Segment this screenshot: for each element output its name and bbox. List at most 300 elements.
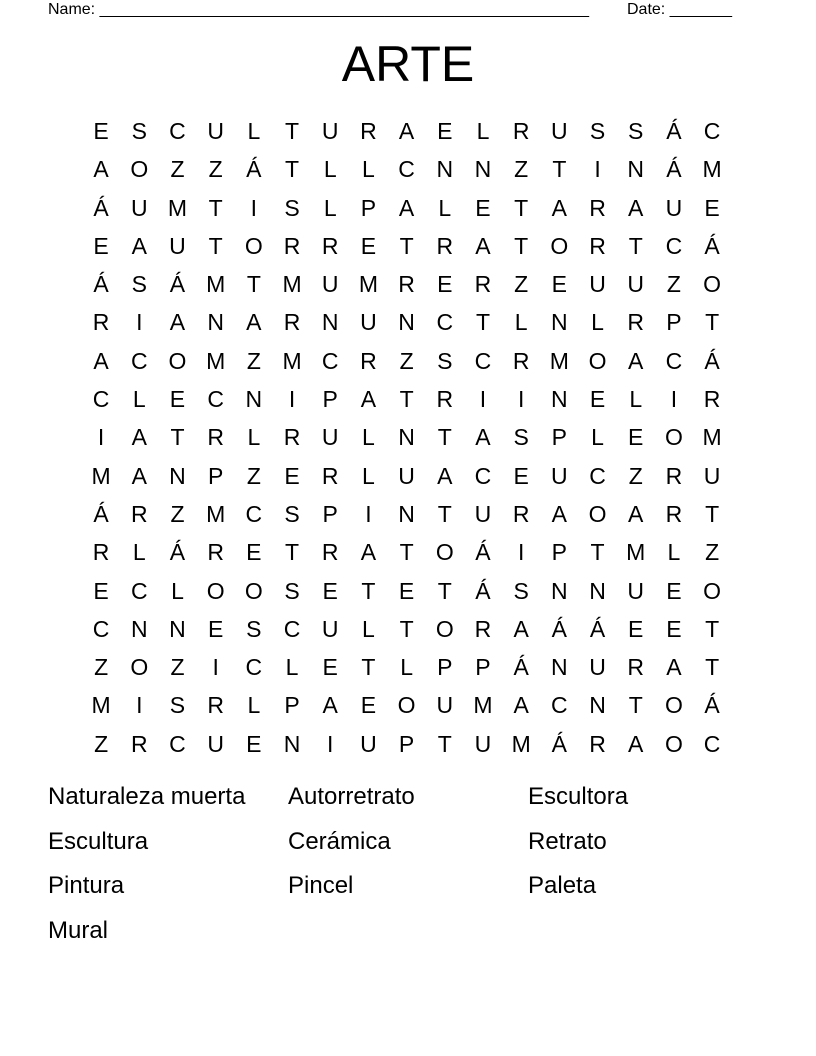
grid-cell[interactable]: Á bbox=[246, 156, 262, 183]
grid-cell[interactable]: E bbox=[246, 730, 262, 757]
grid-cell[interactable]: N bbox=[398, 309, 415, 336]
grid-cell[interactable]: R bbox=[130, 730, 148, 757]
grid-cell[interactable]: Z bbox=[705, 539, 720, 566]
grid-cell[interactable]: L bbox=[247, 692, 261, 719]
name-field[interactable]: Name: _______________________________________________________ bbox=[48, 1, 589, 18]
grid-cell[interactable]: O bbox=[588, 347, 607, 374]
grid-cell[interactable]: T bbox=[514, 232, 529, 259]
grid-cell[interactable]: A bbox=[475, 424, 491, 451]
grid-cell[interactable]: Á bbox=[475, 539, 491, 566]
grid-cell[interactable]: O bbox=[397, 692, 416, 719]
grid-cell[interactable]: E bbox=[169, 386, 186, 413]
grid-cell[interactable]: O bbox=[130, 654, 149, 681]
grid-cell[interactable]: Á bbox=[513, 654, 529, 681]
grid-cell[interactable]: U bbox=[130, 194, 148, 221]
grid-cell[interactable]: Á bbox=[589, 615, 606, 642]
grid-cell[interactable]: E bbox=[628, 615, 644, 642]
grid-cell[interactable]: T bbox=[285, 539, 300, 566]
grid-cell[interactable]: U bbox=[207, 730, 224, 757]
grid-cell[interactable]: N bbox=[627, 156, 645, 183]
grid-cell[interactable]: O bbox=[664, 730, 683, 757]
grid-cell[interactable]: U bbox=[551, 118, 568, 144]
grid-cell[interactable]: R bbox=[665, 500, 683, 527]
grid-cell[interactable]: S bbox=[284, 194, 300, 221]
grid-cell[interactable]: L bbox=[132, 539, 146, 566]
grid-cell[interactable]: T bbox=[590, 539, 605, 566]
grid-cell[interactable]: C bbox=[703, 730, 721, 757]
grid-cell[interactable]: S bbox=[513, 424, 529, 451]
grid-cell[interactable]: C bbox=[207, 386, 224, 413]
grid-cell[interactable]: T bbox=[514, 194, 529, 221]
grid-cell[interactable]: S bbox=[169, 692, 186, 719]
grid-cell[interactable]: C bbox=[436, 309, 454, 336]
grid-cell[interactable]: N bbox=[283, 730, 301, 757]
grid-cell[interactable]: P bbox=[666, 309, 682, 336]
grid-cell[interactable]: U bbox=[589, 271, 606, 298]
grid-cell[interactable]: T bbox=[285, 156, 300, 183]
grid-cell[interactable]: P bbox=[207, 462, 224, 489]
grid-cell[interactable]: L bbox=[247, 424, 261, 451]
grid-cell[interactable]: I bbox=[517, 539, 525, 566]
grid-cell[interactable]: T bbox=[208, 194, 223, 221]
grid-cell[interactable]: C bbox=[130, 577, 148, 604]
grid-cell[interactable]: E bbox=[551, 271, 568, 298]
grid-cell[interactable]: E bbox=[93, 232, 109, 259]
grid-cell[interactable]: Z bbox=[514, 156, 529, 183]
grid-cell[interactable]: A bbox=[131, 462, 147, 489]
grid-cell[interactable]: S bbox=[589, 118, 606, 144]
grid-cell[interactable]: N bbox=[551, 577, 568, 604]
grid-cell[interactable]: A bbox=[551, 194, 568, 221]
grid-cell[interactable]: T bbox=[705, 654, 720, 681]
grid-cell[interactable]: O bbox=[550, 232, 569, 259]
grid-cell[interactable]: R bbox=[321, 462, 339, 489]
grid-cell[interactable]: Á bbox=[704, 692, 720, 719]
grid-cell[interactable]: I bbox=[250, 194, 258, 221]
grid-cell[interactable]: L bbox=[629, 386, 643, 413]
grid-cell[interactable]: I bbox=[479, 386, 487, 413]
grid-cell[interactable]: T bbox=[399, 615, 414, 642]
grid-cell[interactable]: L bbox=[591, 424, 604, 451]
grid-cell[interactable]: R bbox=[283, 232, 301, 259]
grid-cell[interactable]: S bbox=[437, 347, 453, 374]
grid-cell[interactable]: Á bbox=[93, 194, 109, 221]
grid-cell[interactable]: Z bbox=[170, 500, 185, 527]
grid-cell[interactable]: C bbox=[130, 347, 148, 374]
grid-cell[interactable]: R bbox=[398, 271, 415, 298]
grid-cell[interactable]: N bbox=[551, 309, 568, 336]
grid-cell[interactable]: A bbox=[628, 194, 644, 221]
grid-cell[interactable]: Z bbox=[514, 271, 529, 298]
grid-cell[interactable]: Z bbox=[666, 271, 681, 298]
grid-cell[interactable]: M bbox=[91, 462, 111, 489]
grid-cell[interactable]: M bbox=[206, 347, 226, 374]
grid-cell[interactable]: T bbox=[437, 424, 452, 451]
grid-cell[interactable]: E bbox=[93, 118, 109, 144]
grid-cell[interactable]: R bbox=[512, 347, 530, 374]
grid-cell[interactable]: R bbox=[207, 424, 224, 451]
grid-cell[interactable]: T bbox=[285, 118, 300, 144]
grid-cell[interactable]: N bbox=[169, 615, 186, 642]
grid-cell[interactable]: I bbox=[136, 309, 143, 336]
grid-cell[interactable]: Z bbox=[399, 347, 414, 374]
grid-cell[interactable]: T bbox=[628, 232, 643, 259]
grid-cell[interactable]: U bbox=[589, 654, 606, 681]
grid-cell[interactable]: L bbox=[514, 309, 528, 336]
grid-cell[interactable]: L bbox=[438, 194, 452, 221]
grid-cell[interactable]: O bbox=[588, 500, 607, 527]
grid-cell[interactable]: U bbox=[169, 232, 186, 259]
grid-cell[interactable]: E bbox=[437, 271, 453, 298]
grid-cell[interactable]: N bbox=[398, 424, 415, 451]
grid-cell[interactable]: S bbox=[246, 615, 262, 642]
grid-cell[interactable]: O bbox=[130, 156, 149, 183]
grid-cell[interactable]: R bbox=[512, 500, 530, 527]
grid-cell[interactable]: E bbox=[704, 194, 720, 221]
grid-cell[interactable]: C bbox=[92, 386, 110, 413]
grid-cell[interactable]: S bbox=[131, 271, 147, 298]
grid-cell[interactable]: E bbox=[207, 615, 224, 642]
grid-cell[interactable]: I bbox=[594, 156, 601, 183]
grid-cell[interactable]: T bbox=[437, 500, 452, 527]
grid-cell[interactable]: R bbox=[207, 539, 224, 566]
grid-cell[interactable]: P bbox=[551, 424, 568, 451]
grid-cell[interactable]: U bbox=[360, 730, 377, 757]
grid-cell[interactable]: P bbox=[322, 500, 338, 527]
grid-cell[interactable]: R bbox=[474, 271, 492, 298]
grid-cell[interactable]: Á bbox=[169, 539, 186, 566]
grid-cell[interactable]: R bbox=[92, 539, 110, 566]
grid-cell[interactable]: N bbox=[245, 386, 263, 413]
grid-cell[interactable]: C bbox=[551, 692, 568, 719]
grid-cell[interactable]: P bbox=[551, 539, 568, 566]
grid-cell[interactable]: R bbox=[360, 347, 377, 374]
grid-cell[interactable]: T bbox=[399, 232, 414, 259]
grid-cell[interactable]: C bbox=[245, 654, 263, 681]
grid-cell[interactable]: U bbox=[474, 730, 492, 757]
grid-cell[interactable]: A bbox=[360, 386, 377, 413]
grid-cell[interactable]: N bbox=[130, 615, 148, 642]
grid-cell[interactable]: Á bbox=[666, 156, 682, 183]
grid-cell[interactable]: L bbox=[285, 654, 299, 681]
grid-cell[interactable]: I bbox=[97, 424, 105, 451]
grid-cell[interactable]: C bbox=[703, 118, 721, 144]
grid-cell[interactable]: E bbox=[322, 577, 338, 604]
grid-cell[interactable]: E bbox=[360, 232, 377, 259]
grid-row bbox=[82, 648, 732, 686]
grid-cell[interactable]: O bbox=[435, 615, 454, 642]
grid-cell[interactable]: A bbox=[398, 194, 415, 221]
grid-cell[interactable]: O bbox=[206, 577, 225, 604]
grid-cell[interactable]: A bbox=[169, 309, 186, 336]
grid-cell[interactable]: R bbox=[283, 424, 301, 451]
grid-cell[interactable]: A bbox=[246, 309, 262, 336]
grid-cell[interactable]: E bbox=[666, 577, 682, 604]
grid-cell[interactable]: U bbox=[321, 424, 339, 451]
grid-cell[interactable]: C bbox=[92, 615, 110, 642]
grid-cell[interactable]: T bbox=[475, 309, 490, 336]
grid-cell[interactable]: A bbox=[131, 232, 147, 259]
grid-cell[interactable]: S bbox=[284, 500, 300, 527]
grid-cell[interactable]: C bbox=[283, 615, 301, 642]
grid-cell[interactable]: S bbox=[513, 577, 529, 604]
grid-cell[interactable]: S bbox=[284, 577, 300, 604]
grid-cell[interactable]: R bbox=[474, 615, 492, 642]
grid-cell[interactable]: M bbox=[626, 539, 646, 566]
grid-row bbox=[82, 725, 732, 763]
grid-cell[interactable]: U bbox=[474, 500, 492, 527]
grid-cell[interactable]: N bbox=[169, 462, 186, 489]
grid-cell[interactable]: A bbox=[360, 539, 377, 566]
grid-cell[interactable]: O bbox=[168, 347, 187, 374]
grid-cell[interactable]: Z bbox=[94, 654, 109, 681]
grid-cell[interactable]: R bbox=[512, 118, 530, 144]
grid-cell[interactable]: I bbox=[288, 386, 296, 413]
grid-cell[interactable]: Á bbox=[93, 271, 109, 298]
grid-cell[interactable]: U bbox=[703, 462, 721, 489]
grid-cell[interactable]: Á bbox=[93, 500, 109, 527]
grid-cell[interactable]: C bbox=[665, 232, 683, 259]
grid-cell[interactable]: L bbox=[171, 577, 184, 604]
grid-cell[interactable]: R bbox=[130, 500, 148, 527]
grid-cell[interactable]: O bbox=[664, 692, 683, 719]
grid-cell[interactable]: R bbox=[589, 232, 606, 259]
grid-cell[interactable]: T bbox=[705, 500, 720, 527]
grid-cell[interactable]: C bbox=[245, 500, 263, 527]
grid-cell[interactable]: M bbox=[702, 156, 722, 183]
grid-cell[interactable]: C bbox=[321, 347, 339, 374]
grid-cell[interactable]: R bbox=[627, 654, 645, 681]
grid-cell[interactable]: L bbox=[362, 615, 375, 642]
grid-cell[interactable]: T bbox=[705, 309, 720, 336]
grid-cell[interactable]: P bbox=[360, 194, 377, 221]
grid-cell[interactable]: I bbox=[517, 386, 525, 413]
grid-cell[interactable]: L bbox=[400, 654, 413, 681]
grid-cell[interactable]: E bbox=[398, 577, 415, 604]
grid-cell[interactable]: M bbox=[549, 347, 569, 374]
grid-cell[interactable]: Á bbox=[704, 347, 720, 374]
grid-cell[interactable]: A bbox=[628, 730, 644, 757]
grid-cell[interactable]: M bbox=[206, 500, 226, 527]
grid-cell[interactable]: A bbox=[93, 347, 109, 374]
grid-cell[interactable]: O bbox=[664, 424, 683, 451]
grid-cell[interactable]: A bbox=[513, 692, 529, 719]
grid-cell[interactable]: A bbox=[551, 500, 568, 527]
grid-cell[interactable]: Á bbox=[551, 730, 568, 757]
grid-cell[interactable]: Z bbox=[170, 654, 185, 681]
grid-cell[interactable]: L bbox=[667, 539, 681, 566]
grid-cell[interactable]: O bbox=[703, 271, 722, 298]
grid-cell[interactable]: C bbox=[169, 730, 186, 757]
grid-cell[interactable]: P bbox=[284, 692, 300, 719]
grid-row bbox=[82, 227, 732, 265]
grid-cell[interactable]: E bbox=[284, 462, 300, 489]
grid-cell[interactable]: E bbox=[475, 194, 491, 221]
grid-cell[interactable]: U bbox=[321, 615, 339, 642]
grid-cell[interactable]: M bbox=[702, 424, 722, 451]
grid-cell[interactable]: T bbox=[208, 232, 223, 259]
grid-cell[interactable]: C bbox=[169, 118, 186, 144]
grid-cell[interactable]: R bbox=[92, 309, 110, 336]
grid-cell[interactable]: O bbox=[244, 577, 263, 604]
grid-cell[interactable]: U bbox=[436, 692, 454, 719]
grid-cell[interactable]: T bbox=[552, 156, 567, 183]
grid-cell[interactable]: L bbox=[323, 194, 337, 221]
grid-cell[interactable]: L bbox=[323, 156, 337, 183]
grid-cell[interactable]: U bbox=[321, 271, 339, 298]
grid-cell[interactable]: A bbox=[628, 347, 644, 374]
grid-cell[interactable]: E bbox=[589, 386, 606, 413]
grid-cell[interactable]: A bbox=[131, 424, 147, 451]
grid-row bbox=[82, 572, 732, 610]
grid-cell[interactable]: M bbox=[206, 271, 226, 298]
grid-cell[interactable]: R bbox=[589, 194, 606, 221]
grid-cell[interactable]: P bbox=[437, 654, 453, 681]
grid-cell[interactable]: L bbox=[362, 462, 375, 489]
grid-cell[interactable]: E bbox=[322, 654, 338, 681]
grid-cell[interactable]: S bbox=[131, 118, 147, 144]
grid-cell[interactable]: N bbox=[398, 500, 415, 527]
grid-cell[interactable]: E bbox=[666, 615, 682, 642]
grid-cell[interactable]: M bbox=[282, 271, 302, 298]
grid-cell[interactable]: U bbox=[321, 118, 339, 144]
grid-cell[interactable]: R bbox=[321, 232, 339, 259]
grid-cell[interactable]: R bbox=[436, 386, 454, 413]
grid-cell[interactable]: N bbox=[207, 309, 224, 336]
grid-cell[interactable]: T bbox=[628, 692, 643, 719]
grid-cell[interactable]: Z bbox=[246, 462, 261, 489]
grid-row bbox=[82, 189, 732, 227]
grid-cell[interactable]: T bbox=[170, 424, 185, 451]
grid-cell[interactable]: U bbox=[207, 118, 224, 144]
grid-cell[interactable]: A bbox=[322, 692, 338, 719]
grid-row bbox=[82, 610, 732, 648]
grid-cell[interactable]: A bbox=[513, 615, 529, 642]
grid-cell[interactable]: Á bbox=[551, 615, 568, 642]
grid-cell[interactable]: Z bbox=[170, 156, 185, 183]
grid-cell[interactable]: E bbox=[628, 424, 644, 451]
grid-cell[interactable]: U bbox=[551, 462, 568, 489]
grid-cell[interactable]: I bbox=[365, 500, 372, 527]
grid-cell[interactable]: A bbox=[475, 232, 491, 259]
grid-cell[interactable]: O bbox=[703, 577, 722, 604]
grid-cell[interactable]: A bbox=[93, 156, 109, 183]
grid-cell[interactable]: C bbox=[474, 462, 492, 489]
grid-cell[interactable]: Á bbox=[704, 232, 720, 259]
grid-cell[interactable]: P bbox=[475, 654, 491, 681]
grid-cell[interactable]: R bbox=[436, 232, 454, 259]
grid-cell[interactable]: E bbox=[246, 539, 262, 566]
grid-cell[interactable]: N bbox=[551, 386, 568, 413]
grid-cell[interactable]: M bbox=[358, 271, 378, 298]
grid-cell[interactable]: T bbox=[361, 654, 376, 681]
grid-cell[interactable]: T bbox=[399, 386, 414, 413]
grid-cell[interactable]: R bbox=[360, 118, 377, 144]
grid-cell[interactable]: Á bbox=[475, 577, 491, 604]
grid-cell[interactable]: N bbox=[551, 654, 568, 681]
grid-cell[interactable]: U bbox=[627, 271, 645, 298]
grid-cell[interactable]: N bbox=[474, 156, 492, 183]
grid-cell[interactable]: P bbox=[322, 386, 338, 413]
grid-cell[interactable]: Z bbox=[246, 347, 261, 374]
grid-cell[interactable]: A bbox=[628, 500, 644, 527]
grid-cell[interactable]: A bbox=[666, 654, 682, 681]
grid-cell[interactable]: L bbox=[362, 156, 375, 183]
grid-cell[interactable]: R bbox=[207, 692, 224, 719]
grid-cell[interactable]: M bbox=[473, 692, 493, 719]
grid-cell[interactable]: C bbox=[665, 347, 683, 374]
word-item: Mural bbox=[48, 916, 109, 944]
grid-cell[interactable]: L bbox=[362, 424, 375, 451]
grid-cell[interactable]: U bbox=[627, 577, 645, 604]
grid-cell[interactable]: N bbox=[589, 577, 606, 604]
grid-cell[interactable]: T bbox=[437, 577, 452, 604]
grid-cell[interactable]: I bbox=[212, 654, 219, 681]
grid-cell[interactable]: O bbox=[435, 539, 454, 566]
grid-cell[interactable]: T bbox=[705, 615, 720, 642]
grid-cell[interactable]: L bbox=[247, 118, 261, 144]
grid-cell[interactable]: M bbox=[167, 194, 188, 221]
grid-cell[interactable]: L bbox=[476, 118, 490, 144]
grid-cell[interactable]: U bbox=[665, 194, 683, 221]
grid-cell[interactable]: M bbox=[91, 692, 111, 719]
grid-cell[interactable]: R bbox=[627, 309, 645, 336]
grid-cell[interactable]: A bbox=[437, 462, 453, 489]
grid-cell[interactable]: U bbox=[398, 462, 415, 489]
grid-cell[interactable]: Á bbox=[169, 271, 186, 298]
grid-cell[interactable]: Z bbox=[208, 156, 223, 183]
grid-cell[interactable]: L bbox=[591, 309, 604, 336]
grid-cell[interactable]: O bbox=[244, 232, 263, 259]
grid-cell[interactable]: A bbox=[398, 118, 415, 144]
grid-cell[interactable]: P bbox=[398, 730, 415, 757]
date-field[interactable]: Date: _______ bbox=[627, 1, 732, 18]
grid-cell[interactable]: S bbox=[628, 118, 644, 144]
grid-cell[interactable]: N bbox=[321, 309, 339, 336]
grid-cell[interactable]: E bbox=[360, 692, 377, 719]
grid-cell[interactable]: T bbox=[437, 730, 452, 757]
grid-cell[interactable]: M bbox=[511, 730, 531, 757]
grid-cell[interactable]: Z bbox=[94, 730, 109, 757]
grid-cell[interactable]: N bbox=[589, 692, 606, 719]
grid-cell[interactable]: M bbox=[282, 347, 302, 374]
grid-cell[interactable]: L bbox=[132, 386, 146, 413]
grid-cell[interactable]: E bbox=[93, 577, 109, 604]
grid-cell[interactable]: I bbox=[327, 730, 334, 757]
grid-cell[interactable]: Z bbox=[628, 462, 643, 489]
grid-cell[interactable]: T bbox=[399, 539, 414, 566]
grid-cell[interactable]: C bbox=[398, 156, 415, 183]
grid-cell[interactable]: E bbox=[437, 118, 453, 144]
grid-cell[interactable]: E bbox=[513, 462, 529, 489]
grid-cell[interactable]: C bbox=[474, 347, 492, 374]
grid-cell[interactable]: R bbox=[589, 730, 606, 757]
grid-cell[interactable]: R bbox=[665, 462, 683, 489]
grid-cell[interactable]: U bbox=[360, 309, 377, 336]
grid-cell[interactable]: R bbox=[321, 539, 339, 566]
grid-cell[interactable]: C bbox=[589, 462, 606, 489]
grid-row bbox=[82, 265, 732, 303]
grid-cell[interactable]: N bbox=[436, 156, 454, 183]
word-item: Escultura bbox=[48, 827, 149, 855]
grid-cell[interactable]: Á bbox=[666, 118, 682, 144]
grid-cell[interactable]: I bbox=[670, 386, 678, 413]
grid-cell[interactable]: R bbox=[703, 386, 721, 413]
grid-cell[interactable]: I bbox=[136, 692, 143, 719]
grid-cell[interactable]: T bbox=[246, 271, 261, 298]
grid-cell[interactable]: R bbox=[283, 309, 301, 336]
grid-cell[interactable]: T bbox=[361, 577, 376, 604]
